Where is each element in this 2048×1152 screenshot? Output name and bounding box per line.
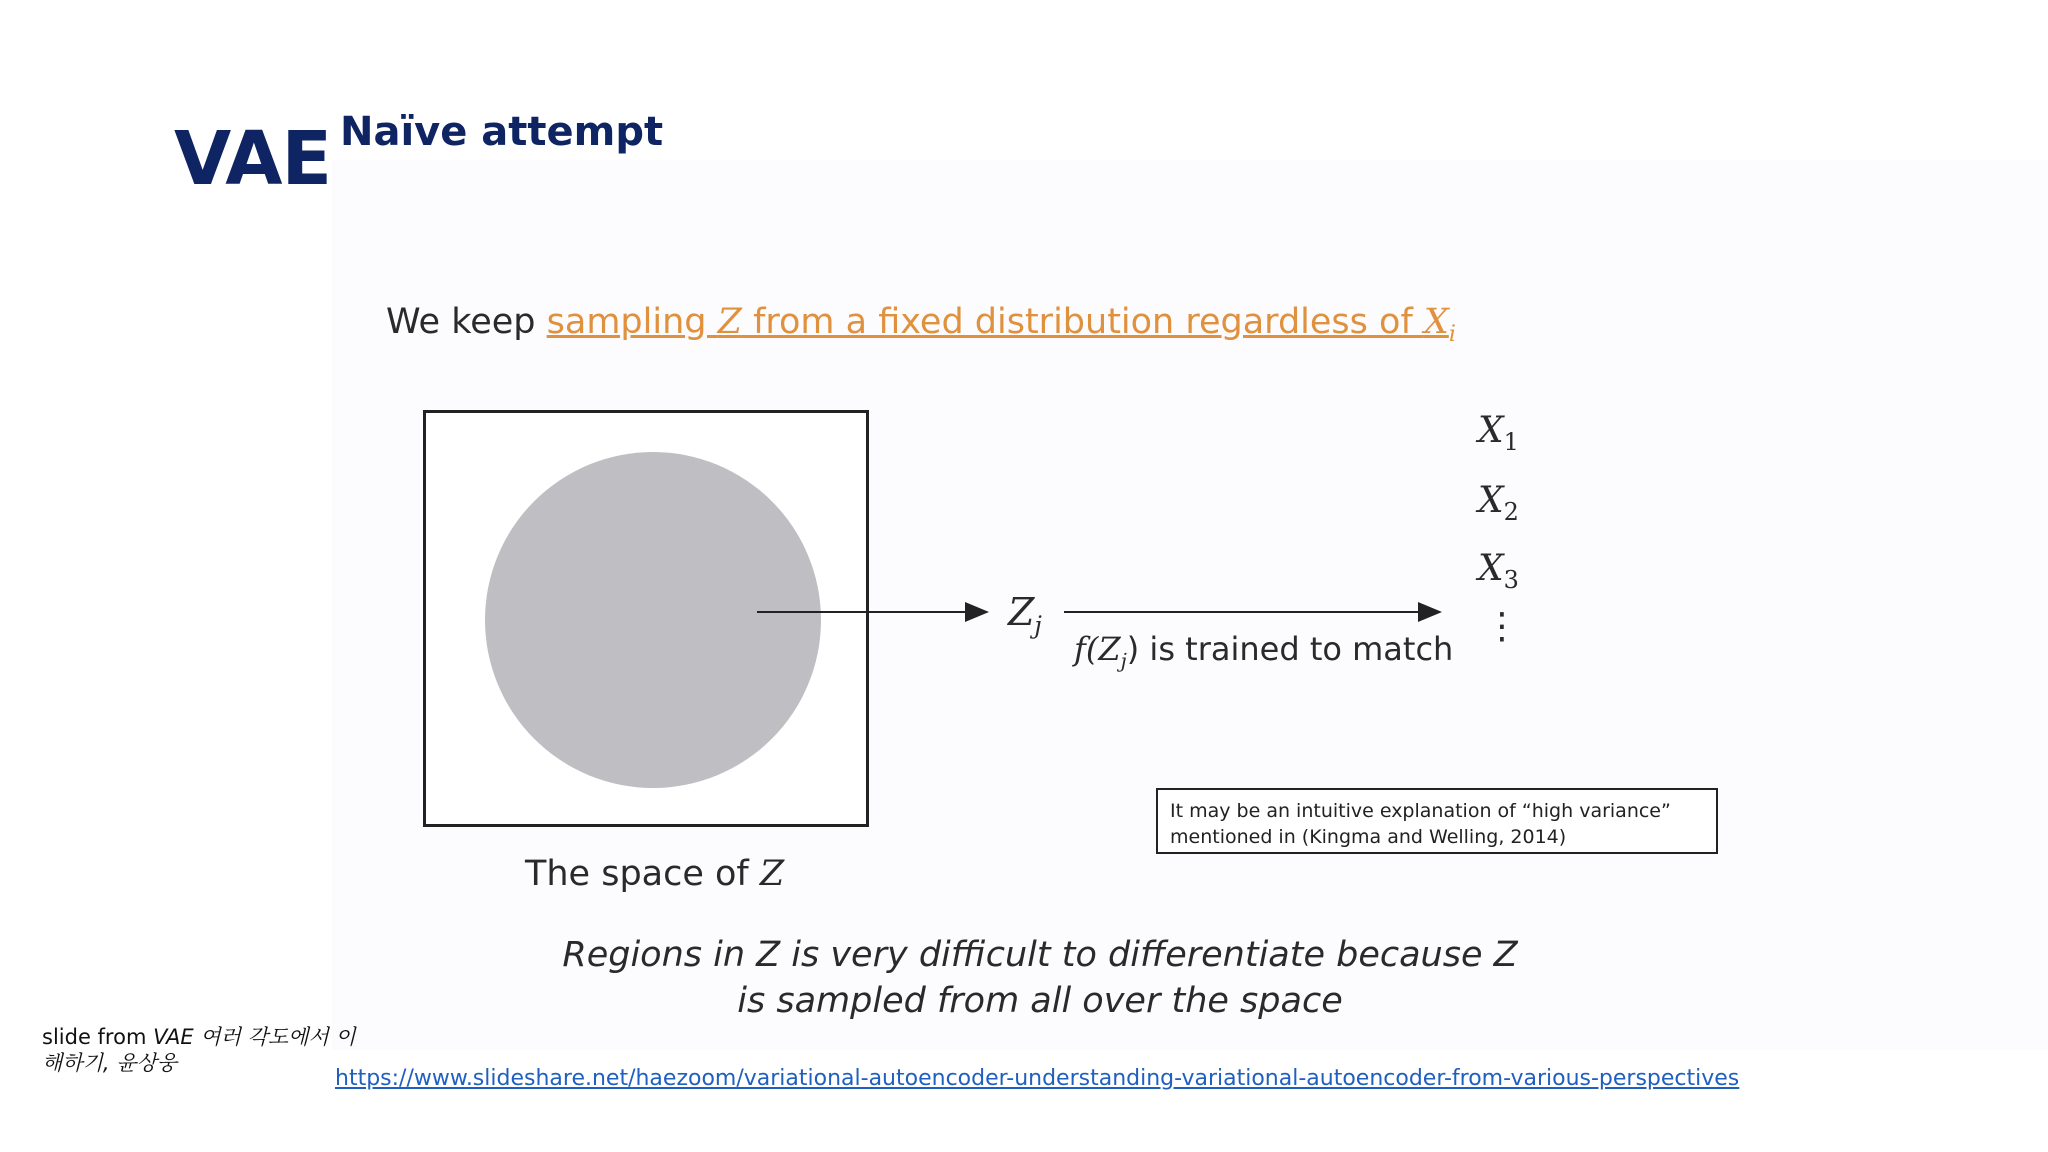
heading-var-x-sub: i [1448,322,1456,347]
slide-title: VAE [174,116,332,202]
fz-label: $f(Z_j)$ is trained to match [1074,630,1454,673]
z-space-caption: The space of Z [525,854,785,894]
note-line-2: mentioned in (Kingma and Welling, 2014) [1170,826,1567,848]
x-item-1: $X_1$ [1478,410,1519,457]
vertical-ellipsis: ⋮ [1484,606,1520,647]
note-box [1156,788,1718,854]
x-item-2: $X_2$ [1478,480,1519,527]
credit-source: VAE 여러 각도에서 이해하기, 윤상웅 [42,1025,356,1075]
heading-plain-text: We keep [386,302,547,342]
heading-var-x: X [1423,302,1449,342]
x-item-3: $X_3$ [1478,548,1519,595]
heading-var-z: Z [717,302,742,342]
zj-label: $Z_j$ [1008,590,1042,640]
slide-subtitle: Naïve attempt [340,109,664,155]
source-link[interactable]: https://www.slideshare.net/haezoom/variational-autoencoder-understanding-variational-autoencoder-from-various-perspectives [335,1066,1740,1091]
regions-caption [420,932,1660,1024]
regions-line-1: Regions in Z is very difficult to differentiate because Z [562,935,1518,975]
regions-line-2: is sampled from all over the space [737,981,1343,1021]
credit-prefix: slide from [42,1025,154,1049]
heading-accent-mid: from a fixed distribution regardless of [741,302,1424,342]
note-line-1: It may be an intuitive explanation of “high variance” [1170,800,1671,822]
slide-credit [42,1024,362,1076]
heading-accent-pre: sampling [546,302,718,342]
